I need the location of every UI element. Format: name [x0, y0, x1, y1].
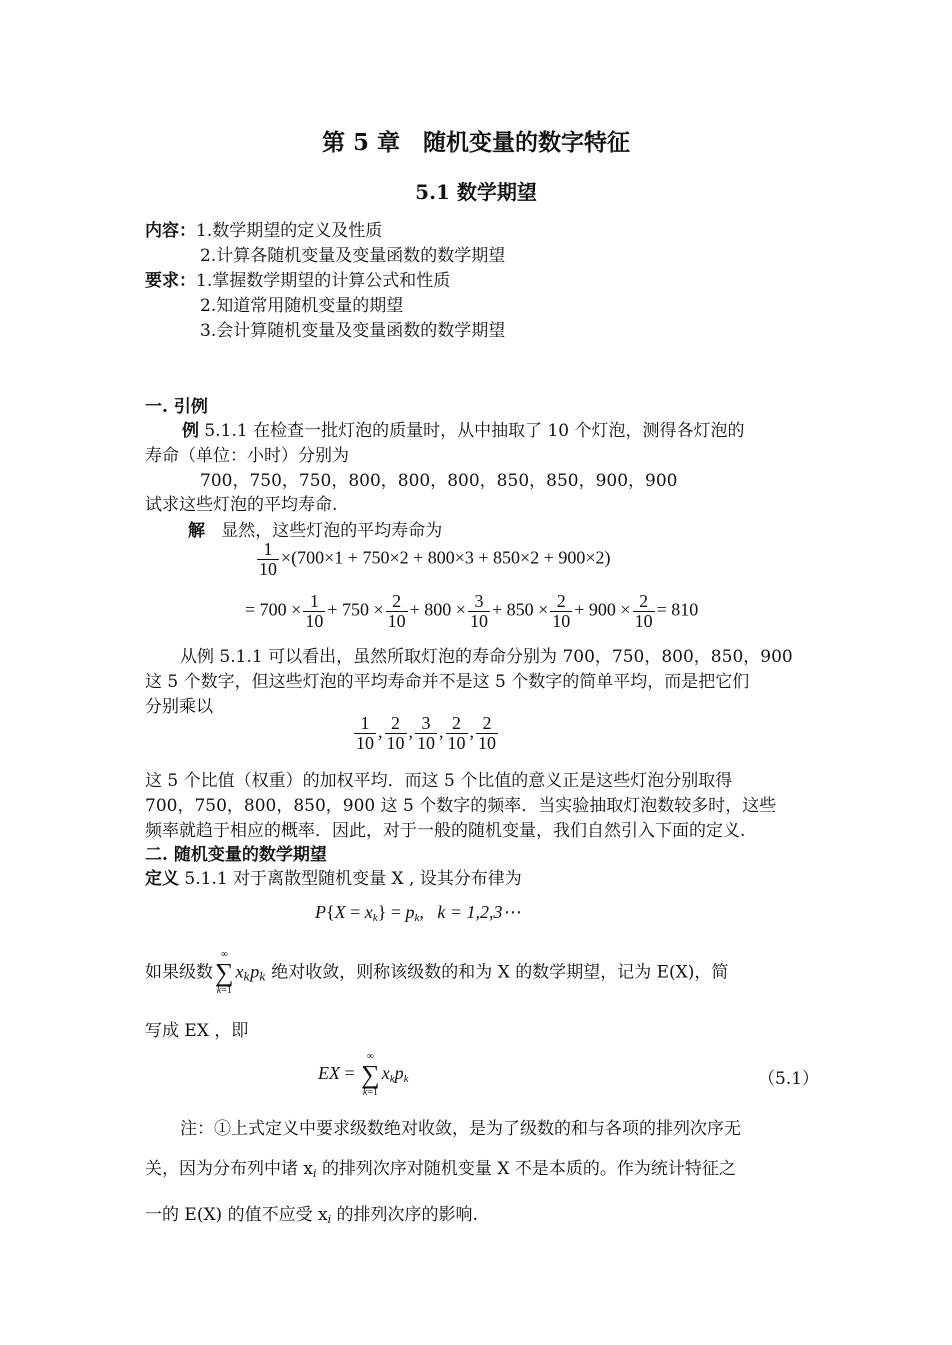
distribution-formula-range: k = 1,2,3⋯	[437, 902, 521, 922]
section-title-text: 5.1 数学期望	[415, 180, 537, 204]
equation-5-1: EX = ∞ ∑ k=1 $x_kp_k$	[318, 1051, 409, 1098]
paragraph-2-line-3: 频率就趋于相应的概率．因此，对于一般的随机变量，我们自然引入下面的定义.	[145, 821, 746, 841]
chapter-title: 第 5 章 随机变量的数字特征	[321, 129, 631, 156]
paragraph-2-line-2: 700，750，800，850，900 这 5 个数字的频率．当实验抽取灯泡数较多时，这些	[145, 796, 777, 816]
definition-write-as: 写成 EX ，即	[145, 1021, 249, 1041]
equation-1-body: ×(700×1 + 750×2 + 800×3 + 850×2 + 900×2)	[281, 547, 611, 568]
note-line-3-b: 的排列次序的影响.	[336, 1205, 478, 1225]
requirement-item-1: 1.掌握数学期望的计算公式和性质	[196, 271, 451, 291]
note-line-3: 一的 E(X) 的值不应受 $x_i$ 的排列次序的影响.	[145, 1205, 478, 1226]
requirements-label: 要求：	[145, 271, 196, 291]
requirement-item-3: 3.会计算随机变量及变量函数的数学期望	[200, 321, 506, 341]
content-item-2: 2.计算各随机变量及变量函数的数学期望	[200, 246, 506, 266]
fraction-one-tenth: $\frac{1}{10}$	[259, 539, 277, 579]
definition-label: 定义	[145, 869, 179, 889]
summation-inline: ∞ ∑ k=1	[215, 949, 234, 996]
definition-number: 5.1.1	[184, 869, 228, 889]
example-label: 例	[182, 421, 199, 441]
example-data: 700，750，750，800，800，800，850，850，900，900	[200, 471, 678, 491]
weights-fractions: $\frac{1}{10}$ , $\frac{2}{10}$ , $\frac{3}{10}$ , $\frac{2}{10}$ , $\frac{2}{10}$	[356, 713, 496, 753]
distribution-formula: $P\{X = x_k\} = p_k$, k = 1,2,3⋯	[315, 902, 521, 924]
content-label: 内容：	[145, 221, 196, 241]
note-line-2-b: 的排列次序对随机变量 X 不是本质的。作为统计特征之	[321, 1159, 736, 1179]
definition-text: 对于离散型随机变量 X , 设其分布律为	[227, 869, 522, 889]
series-text-before: 如果级数	[145, 962, 213, 983]
series-sentence: 如果级数 ∞ ∑ k=1 $x_kp_k$ 绝对收敛，则称该级数的和为 X 的数学期望，记为 E(X)，简	[145, 949, 729, 996]
paragraph-1-line-2: 这 5 个数字，但这些灯泡的平均寿命并不是这 5 个数字的简单平均，而是把它们	[145, 672, 750, 692]
heading-expectation: 二. 随机变量的数学期望	[145, 845, 327, 865]
requirement-item-2: 2.知道常用随机变量的期望	[200, 296, 404, 316]
example-line-2: 寿命（单位：小时）分别为	[145, 446, 349, 466]
equation-2-result: = 810	[656, 599, 699, 620]
content-block	[145, 216, 382, 241]
example-question: 试求这些灯泡的平均寿命.	[145, 495, 338, 515]
note-line-2-a: 关，因为分布列中诸 x	[145, 1159, 313, 1179]
equation-average-1	[255, 540, 611, 579]
content-item-1: 1.数学期望的定义及性质	[196, 221, 383, 241]
example-number: 5.1.1	[204, 421, 248, 441]
note-line-3-a: 一的 E(X) 的值不应受 x	[145, 1205, 328, 1225]
solution-label: 解	[188, 521, 205, 541]
solution-text: 显然，这些灯泡的平均寿命为	[221, 521, 443, 541]
definition-line	[145, 864, 522, 889]
paragraph-2-line-1: 这 5 个比值（权重）的加权平均．而这 5 个比值的意义正是这些灯泡分别取得	[145, 771, 733, 791]
requirements-block	[145, 266, 450, 291]
note-line-1: 注：①上式定义中要求级数绝对收敛，是为了级数的和与各项的排列次序无	[180, 1119, 741, 1139]
note-line-2: 关，因为分布列中诸 $x_i$ 的排列次序对随机变量 X 不是本质的。作为统计特征之	[145, 1159, 736, 1180]
equation-average-2: = 700 × $\frac{1}{10}$ + 750 × $\frac{2}{10}$ + 800 × $\frac{3}{10}$ + 850 × $\frac{2}{10}$ + 900 × $\frac{2}{10}$ = 810	[245, 591, 699, 631]
paragraph-1-line-3: 分别乘以	[145, 697, 213, 717]
section-title	[0, 176, 952, 205]
equation-number: （5.1）	[758, 1069, 820, 1089]
series-text-after: 绝对收敛，则称该级数的和为 X 的数学期望，记为 E(X)，简	[271, 962, 729, 983]
example-text-1: 在检查一批灯泡的质量时，从中抽取了 10 个灯泡，测得各灯泡的	[247, 421, 745, 441]
example-line-1	[182, 416, 745, 441]
paragraph-1-line-1: 从例 5.1.1 可以看出，虽然所取灯泡的寿命分别为 700，750，800，850，900	[180, 647, 793, 667]
solution-line	[188, 516, 442, 541]
heading-intro-example: 一. 引例	[145, 397, 208, 417]
